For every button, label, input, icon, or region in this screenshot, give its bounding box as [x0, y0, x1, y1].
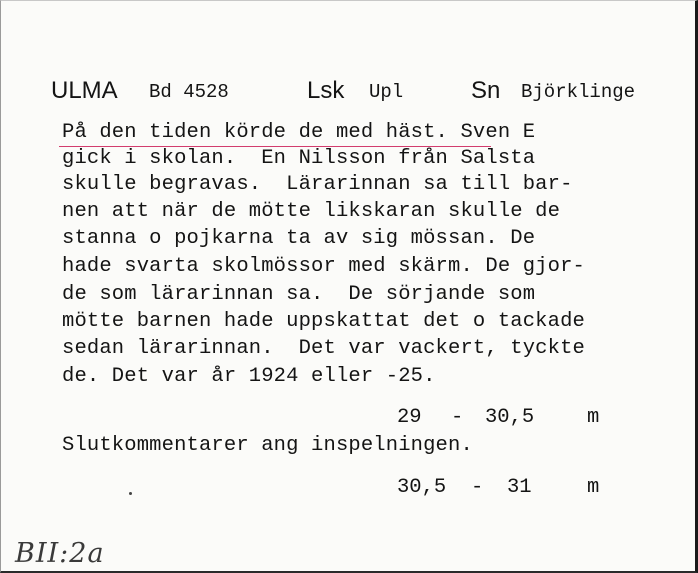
segment1-start: 29	[397, 406, 422, 429]
transcript-line: stanna o pojkarna ta av sig mössan. De	[62, 227, 536, 250]
ink-speck	[129, 492, 132, 495]
segment1-end: 30,5	[485, 406, 535, 429]
band-number: Bd 4528	[149, 81, 229, 103]
segment2-end: 31	[507, 476, 532, 499]
segment2-unit: m	[587, 476, 600, 499]
segment1-unit: m	[587, 406, 600, 429]
shelf-mark: BII:2a	[15, 538, 105, 569]
socken-label: Sn	[471, 77, 501, 104]
transcript-line: På den tiden körde de med häst. Sven E	[62, 121, 536, 144]
socken-value: Björklinge	[521, 81, 636, 103]
transcript-line: sedan lärarinnan. Det var vackert, tyckte	[62, 337, 585, 360]
landskap-value: Upl	[369, 81, 404, 103]
transcript-line: nen att när de mötte likskaran skulle de	[62, 200, 561, 223]
segment2-start: 30,5	[397, 476, 447, 499]
archive-code: ULMA	[51, 77, 118, 104]
segment1-dash: -	[451, 406, 464, 429]
closing-note: Slutkommentarer ang inspelningen.	[62, 434, 473, 457]
transcript-line: skulle begravas. Lärarinnan sa till bar-	[62, 173, 573, 196]
landskap-label: Lsk	[307, 77, 345, 104]
transcript-line: gick i skolan. En Nilsson från Salsta	[62, 147, 536, 170]
transcript-line: hade svarta skolmössor med skärm. De gjor-	[62, 255, 585, 278]
transcript-line: de som lärarinnan sa. De sörjande som	[62, 283, 536, 306]
segment2-dash: -	[471, 476, 484, 499]
transcript-line: mötte barnen hade uppskattat det o tackade	[62, 310, 585, 333]
transcript-line: de. Det var år 1924 eller -25.	[62, 365, 436, 388]
